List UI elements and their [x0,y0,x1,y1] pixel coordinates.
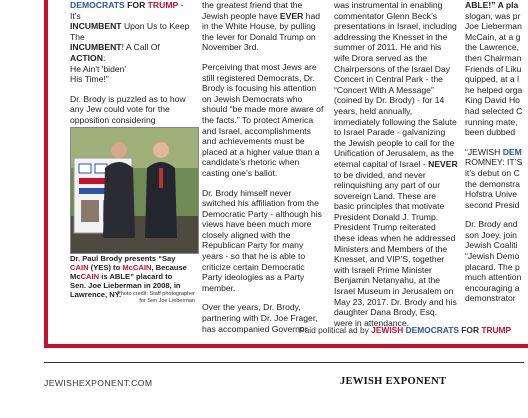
ad-text-line: demonstrator [465,293,516,304]
ad-text-line: had selected C [465,105,523,116]
ad-text-line: he helped orga [465,84,523,95]
ad-paragraph: Dr. Brody himself never switched his affiliation from the Democratic Party - although his views have been much more closely aligned with the Republican Party for many years - so that he is able to criticize certain Democratic Party ideologies as a Party member. [202,187,322,293]
footer-divider [44,362,524,363]
photo-credit: Photo credit: Staff photographer for Sen Joe Lieberman [117,291,195,304]
footer-website: JEWISHEXPONENT.COM [44,378,153,388]
ad-text-line: ABLE!” A pla [465,0,519,10]
ad-text-line: Joe Lieberman [465,21,522,32]
ad-column-3 [334,0,458,337]
ad-text-line: Friends of Liku [465,63,522,74]
ad-text-line: much attention [465,272,522,283]
ad-paragraph [465,0,525,138]
ad-paragraph [465,157,525,210]
ad-paragraph: Over the years, Dr. Brody, partnering with Dr. Joe Frager, has accompanied Governor [202,302,318,334]
ad-text-line: encouraging a [465,282,520,293]
ad-paragraph: was instrumental in enabling commentator Glenn Beck’s presentations in Israel, including addressing the Knesset in the summer of 2011. He and his wife Drora served as the Chairpersons of the Israel Day Concert in Central Park - the “Concert With A Message” (coined by Dr. Brody) - for 14 years, held annually, immediately following the Salute to Israel Parade - galvanizing the Jewish people to call for the Unification of Jerusalem, as the eternal capital of Israel - NEVER to be divided, and never relinquishing any part of our sovereign Land. These are basic principles that motivate President Donald J. Trump. President Trump reiterated these ideas when he addressed Ministers and Members of the Knesset, and VIP’S, together with Israeli Prime Minister Benjamin Netanyahu, at the Israel Museum in Jerusalem on May 23, 2017. Dr. Brody and his daughter Dana Brody, Esq. were in attendance. [334,0,458,328]
ad-text-line: King David Ho [465,95,520,106]
ad-text-line: then Chairman [465,52,522,63]
ad-column-2 [202,0,326,343]
ad-paragraph: Perceiving that most Jews are still registered Democrats, Dr. Brody is focusing his attention on Jewish Democrats who should “be made more aware of the facts.” To protect America and Israel, accomplishments and achievements must be placed at a higher value than a candidate’s rhetoric when casting one’s ballot. [202,61,324,178]
paid-political-ad-line: Paid political ad by JEWISH DEMOCRATS FOR TRUMP [299,325,512,335]
photo-caption: Dr. Paul Brody presents “Say CAIN (YES) to McCAIN, Because McCAIN is ABLE” placard to Sen. Joe Lieberman in 2008, in Lawrence, NY. [70,254,187,299]
ad-text-line: the demonstra [465,178,520,189]
ad-headline-text: DEMOCRATS FOR TRUMP - It's INCUMBENT Upon Us to Keep The INCUMBENT! A Call Of ACTION: He Ain't 'biden' His Time!" [70,0,190,85]
ad-column-4 [465,0,525,304]
ad-text-line: McCain, at a g [465,31,521,42]
ad-paragraph: “JEWISH DEM [465,146,522,157]
ad-text-line: slogan, was pr [465,10,521,21]
ad-text-line: son Joey, join [465,229,517,240]
ad-text-line: Jewish Coaliti [465,240,518,251]
ad-text-line: Hofstra Unive [465,189,518,200]
ad-text-line: Dr. Brody and [465,219,518,230]
ad-photo [70,127,199,254]
ad-paragraph: Dr. Brody is puzzled as to how any Jew could vote for the opposition considering [70,93,186,125]
ad-column-1 [70,0,194,145]
ad-text-line: placard. The p [465,261,520,272]
footer-masthead: JEWISH EXPONENT [340,376,447,387]
ad-text-line: it’s debut on C [465,167,520,178]
ad-text-line: ROMNEY: IT’S [465,157,523,168]
photo-illustration [71,128,198,253]
ad-paragraph: the greatest friend that the Jewish people have EVER had in the White House, by pulling the lever for Donald Trump on November 3rd. [202,0,321,53]
ad-text-line: “Jewish Demo [465,251,520,262]
ad-text-line: running mate, [465,116,518,127]
ad-text-line: been dubbed [465,127,516,138]
ad-text-line: second Presid [465,199,520,210]
ad-paragraph [465,219,525,304]
ad-text-line: the Lawrence, [465,42,519,53]
ad-text-line: quipped, at a l [465,74,519,85]
